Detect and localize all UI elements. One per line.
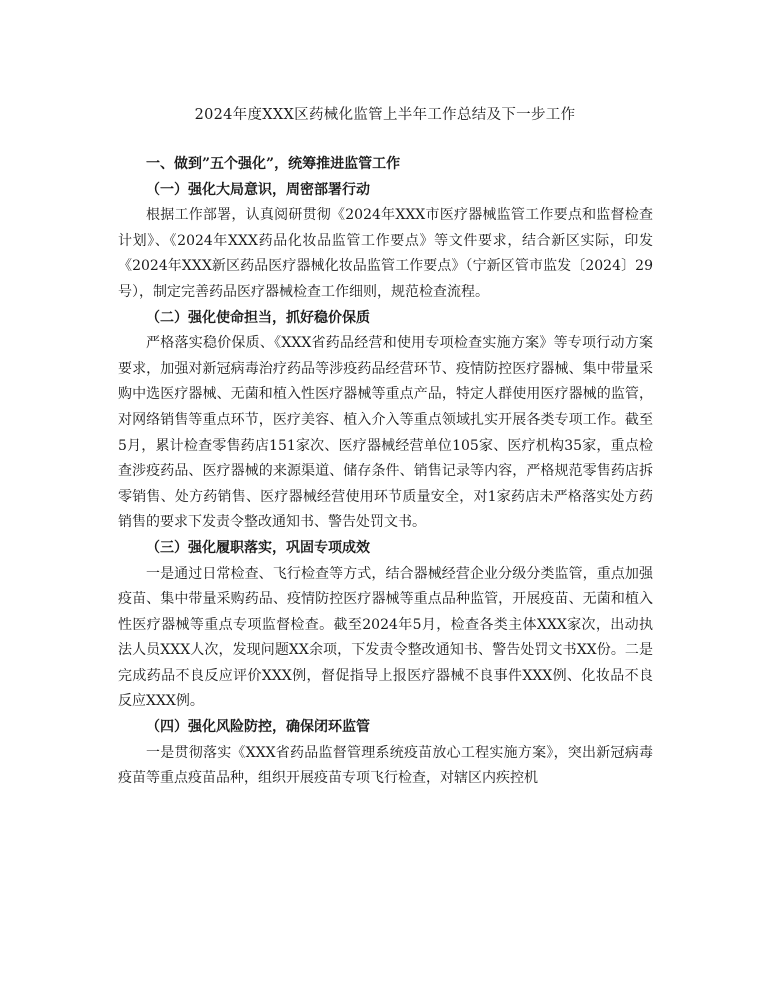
section-3-heading: （三）强化履职落实，巩固专项成效 xyxy=(146,539,370,556)
section-4-paragraph: 一是贯彻落实《XXX省药品监督管理系统疫苗放心工程实施方案》，突出新冠病毒疫苗等重点疫苗品种，组织开展疫苗专项飞行检查，对辖区内疾控机 xyxy=(118,744,653,787)
section-2-heading: （二）强化使命担当，抓好稳价保质 xyxy=(146,309,370,326)
section-2-paragraph: 严格落实稳价保质、《XXX省药品经营和使用专项检查实施方案》等专项行动方案要求，加强对新冠病毒治疗药品等涉疫药品经营环节、疫情防控医疗器械、集中带量采购中选医疗器械、无菌和植入性医疗器械等重点产品，特定人群使用医疗器械的监管，对网络销售等重点环节，医疗美容、植入介入等重点领域扎实开展各类专项工作。截至5月，累计检查零售药店151家次、医疗器械经营单位105家、医疗机构35家，重点检查涉疫药品、医疗器械的来源渠道、储存条件、销售记录等内容，严格规范零售药店拆零销售、处方药销售、医疗器械经营使用环节质量安全，对1家药店未严格落实处方药销售的要求下发责令整改通知书、警告处罚文书。 xyxy=(118,335,653,531)
document-title: 2024年度XXX区药械化监管上半年工作总结及下一步工作 xyxy=(194,107,576,123)
heading-1: 一、做到”五个强化”，统筹推进监管工作 xyxy=(146,156,401,172)
section-3-paragraph: 一是通过日常检查、飞行检查等方式，结合器械经营企业分级分类监管，重点加强疫苗、集中带量采购药品、疫情防控医疗器械等重点品种监管，开展疫苗、无菌和植入性医疗器械等重点专项监督检查。截至2024年5月，检查各类主体XXX家次，出动执法人员XXX人次，发现问题XX余项，下发责令整改通知书、警告处罚文书XX份。二是完成药品不良反应评价XXX例，督促指导上报医疗器械不良事件XXX例、化妆品不良反应XXX例。 xyxy=(118,565,653,710)
section-4-heading: （四）强化风险防控，确保闭环监管 xyxy=(146,719,370,736)
section-1-heading: （一）强化大局意识，周密部署行动 xyxy=(146,181,370,198)
document-body xyxy=(118,152,653,792)
section-1-paragraph: 根据工作部署，认真阅研贯彻《2024年XXX市医疗器械监管工作要点和监督检查计划》、《2024年XXX药品化妆品监管工作要点》等文件要求，结合新区实际，印发《2024年XXX新区药品医疗器械化妆品监管工作要点》（宁新区管市监发〔2024〕29号），制定完善药品医疗器械检查工作细则，规范检查流程。 xyxy=(118,207,653,300)
